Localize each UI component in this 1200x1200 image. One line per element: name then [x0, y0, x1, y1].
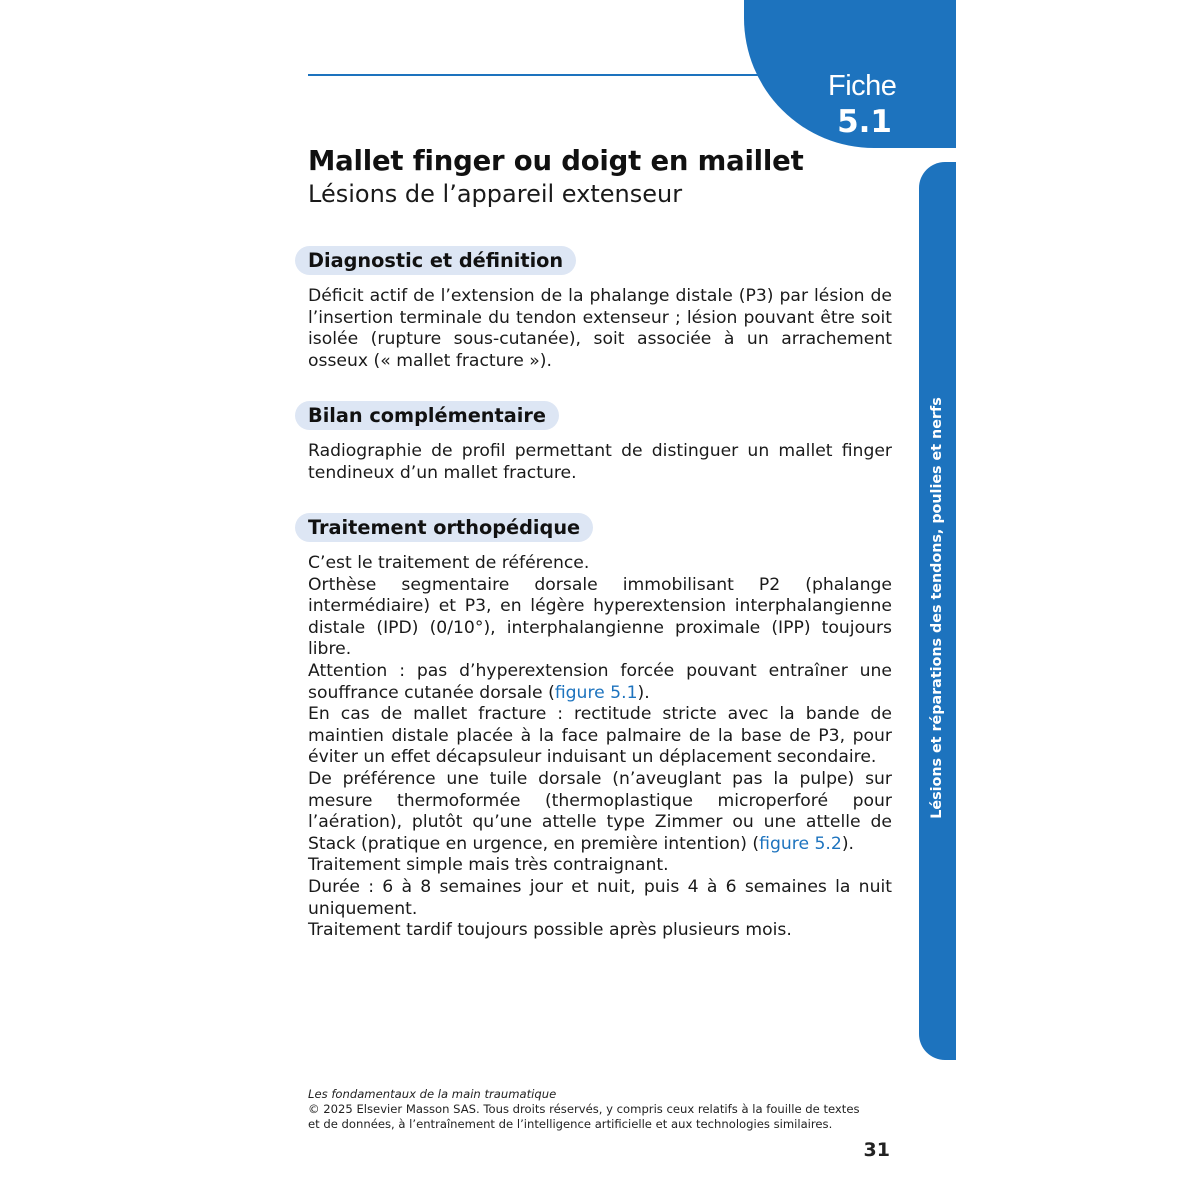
- page-subtitle: Lésions de l’appareil extenseur: [308, 180, 683, 208]
- section-heading-traitement: Traitement orthopédique: [295, 513, 593, 542]
- page-number: 31: [863, 1139, 890, 1161]
- treatment-line: Orthèse segmentaire dorsale immobilisant P2 (phalange intermédiaire) et P3, en légère hyperextension interphalangienne distale (IPD) (0/10°), interphalangienne proximale (IPP) toujours libre.: [308, 574, 892, 660]
- fiche-number: 5.1: [837, 104, 892, 140]
- footer-book-title: Les fondamentaux de la main traumatique: [308, 1087, 557, 1101]
- page-title: Mallet finger ou doigt en maillet: [308, 145, 804, 177]
- treatment-line: Traitement simple mais très contraignant.: [308, 855, 669, 876]
- figure-5-2-link[interactable]: figure 5.2: [759, 833, 842, 854]
- section-text-bilan: Radiographie de profil permettant de distinguer un mallet finger tendineux d’un mallet fracture.: [308, 441, 892, 483]
- section-heading-bilan: Bilan complémentaire: [295, 401, 559, 430]
- section-body-traitement: [308, 553, 892, 942]
- fiche-label: Fiche: [828, 70, 897, 102]
- figure-5-1-link[interactable]: figure 5.1: [554, 682, 638, 703]
- section-text-diagnostic: Déficit actif de l’extension de la phalange distale (P3) par lésion de l’insertion terminale du tendon extenseur ; lésion pouvant être soit isolée (rupture sous-cutanée), soit associée à un arrachement osseux (« mallet fracture »).: [308, 286, 892, 371]
- treatment-line: Durée : 6 à 8 semaines jour et nuit, puis 4 à 6 semaines la nuit uniquement.: [308, 876, 892, 919]
- treatment-line: C’est le traitement de référence.: [308, 553, 590, 573]
- top-rule: [308, 74, 760, 76]
- side-tab-label: Lésions et réparations des tendons, poulies et nerfs: [929, 397, 945, 819]
- treatment-line: Traitement tardif toujours possible après plusieurs mois.: [308, 920, 792, 941]
- section-heading-diagnostic: Diagnostic et définition: [295, 246, 576, 275]
- treatment-line: Attention : pas d’hyperextension forcée pouvant entraîner une souffrance cutanée dorsale (figure 5.1).: [308, 660, 892, 703]
- treatment-line: De préférence une tuile dorsale (n’aveuglant pas la pulpe) sur mesure thermoformée (thermoplastique microperforé pour l’aération), plutôt qu’une attelle type Zimmer ou une attelle de Stack (pratique en urgence, en première intention) (figure 5.2).: [308, 768, 892, 854]
- footer-copyright: © 2025 Elsevier Masson SAS. Tous droits réservés, y compris ceux relatifs à la fouille de textes et de données, à l’entraînement de l’intelligence artificielle et aux technologies similaires.: [308, 1102, 860, 1131]
- treatment-line: En cas de mallet fracture : rectitude stricte avec la bande de maintien distale placée à la face palmaire de la base de P3, pour éviter un effet décapsuleur induisant un déplacement secondaire.: [308, 704, 892, 768]
